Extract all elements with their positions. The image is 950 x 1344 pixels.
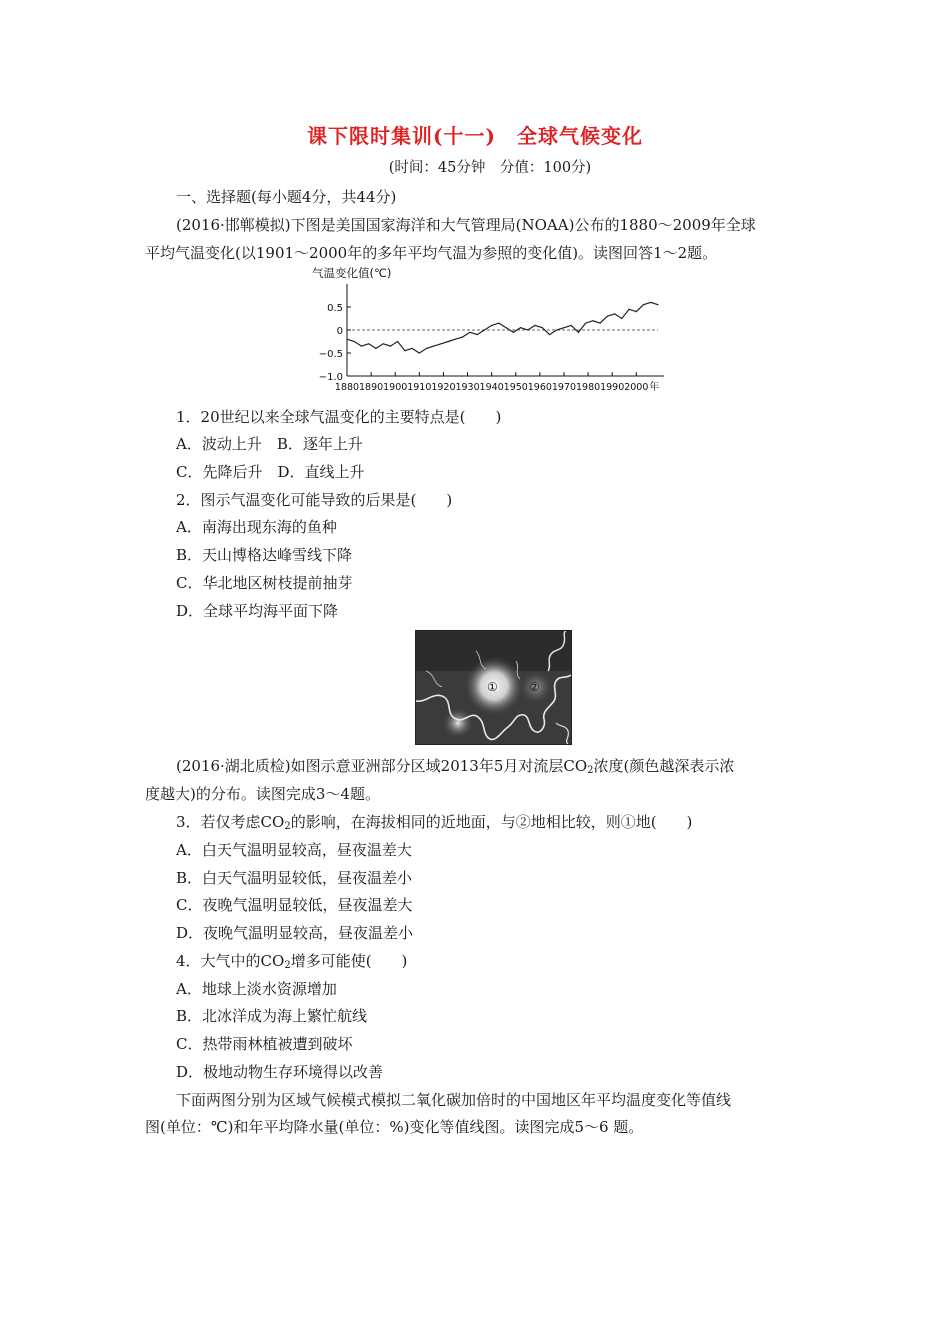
x-tick-label: 1900: [383, 382, 408, 393]
data-point: [477, 334, 478, 335]
data-point: [513, 332, 514, 333]
x-tick-label: 1890: [359, 382, 384, 393]
data-point: [563, 327, 564, 328]
chart-series-line: [347, 302, 658, 353]
page-title: 课下限时集训(十一) 全球气候变化: [307, 124, 643, 148]
q1-stem: 1．20世纪以来全球气温变化的主要特点是( ): [176, 408, 502, 426]
y-tick-label: 0.5: [327, 303, 343, 314]
q2-option-b: B．天山博格达峰雪线下降: [176, 546, 353, 564]
q4-option-d: D．极地动物生存环境得以改善: [176, 1063, 384, 1081]
intro2-line1: (2016·湖北质检)如图示意亚洲部分区域2013年5月对流层$CO_2$浓度(颜色越深表示浓: [176, 757, 735, 776]
x-tick-label: 1950: [503, 382, 528, 393]
x-axis-unit: 年: [649, 382, 660, 393]
data-point: [346, 339, 347, 340]
x-tick-label: 1880: [334, 382, 360, 393]
q3-stem: 3．若仅考虑$CO_2$的影响，在海拔相同的近地面，与②地相比较，则①地( ): [176, 813, 693, 832]
x-tick-label: 1960: [527, 382, 552, 393]
q2-stem: 2．图示气温变化可能导致的后果是( ): [176, 491, 453, 509]
q4-option-c: C．热带雨林植被遭到破坏: [176, 1035, 353, 1053]
data-point: [607, 316, 608, 317]
q3-option-d: D．夜晚气温明显较高，昼夜温差小: [176, 924, 414, 942]
data-point: [534, 325, 535, 326]
intro2-line2: 度越大)的分布。读图完成3～4题。: [145, 785, 380, 803]
y-tick-label: −0.5: [318, 349, 343, 360]
data-point: [469, 332, 470, 333]
intro1-line2: 平均气温变化(以1901～2000年的多年平均气温为参照的变化值)。读图回答1～2题。: [145, 244, 718, 262]
map-label-2: ②: [529, 680, 540, 694]
intro3-line1: 下面两图分别为区域气候模式模拟二氧化碳加倍时的中国地区年平均温度变化等值线: [176, 1091, 732, 1109]
data-point: [375, 348, 376, 349]
data-point: [440, 343, 441, 344]
data-point: [621, 318, 622, 319]
q2-option-d: D．全球平均海平面下降: [176, 602, 339, 620]
x-tick-label: 1930: [455, 382, 480, 393]
data-point: [542, 327, 543, 328]
chart-series-points: [346, 302, 658, 354]
x-tick-label: 1980: [575, 382, 601, 393]
q3-option-c: C．夜晚气温明显较低，昼夜温差大: [176, 896, 413, 914]
x-tick-label: 2000: [624, 382, 649, 393]
y-tick-label: 0: [336, 326, 343, 337]
q4-option-b: B．北冰洋成为海上繁忙航线: [176, 1007, 368, 1025]
data-point: [397, 341, 398, 342]
x-tick-label: 1970: [551, 382, 577, 393]
data-point: [628, 309, 629, 310]
data-point: [411, 348, 412, 349]
intro3-line2: 图(单位：℃)和年平均降水量(单位：%)变化等值线图。读图完成5～6 题。: [145, 1118, 644, 1136]
data-point: [614, 313, 615, 314]
data-point: [368, 343, 369, 344]
data-point: [462, 336, 463, 337]
q4-stem: 4．大气中的$CO_2$增多可能使( ): [176, 952, 408, 971]
data-point: [585, 323, 586, 324]
data-point: [549, 334, 550, 335]
data-point: [484, 329, 485, 330]
intro1-line1: (2016·邯郸模拟)下图是美国国家海洋和大气管理局(NOAA)公布的1880～2009年全球: [176, 216, 756, 234]
data-point: [592, 320, 593, 321]
x-tick-label: 1940: [479, 382, 504, 393]
data-point: [390, 346, 391, 347]
data-point: [527, 329, 528, 330]
data-point: [657, 304, 658, 305]
data-point: [404, 350, 405, 351]
co2-concentration-map: [415, 630, 572, 745]
x-tick-label: 1920: [431, 382, 456, 393]
data-point: [491, 325, 492, 326]
data-point: [426, 348, 427, 349]
q4-option-a: A．地球上淡水资源增加: [176, 980, 337, 998]
x-tick-label: 1990: [600, 382, 625, 393]
data-point: [578, 332, 579, 333]
data-point: [643, 304, 644, 305]
x-tick-label: 1910: [407, 382, 432, 393]
chart-ylabel: 气温变化值(℃): [312, 266, 392, 280]
y-tick-label: −1.0: [318, 372, 343, 383]
data-point: [361, 346, 362, 347]
q3-option-a: A．白天气温明显较高，昼夜温差大: [176, 841, 412, 859]
q3-option-b: B．白天气温明显较低，昼夜温差小: [176, 869, 413, 887]
data-point: [455, 339, 456, 340]
data-point: [354, 341, 355, 342]
data-point: [419, 352, 420, 353]
data-point: [571, 325, 572, 326]
data-point: [600, 323, 601, 324]
data-point: [636, 311, 637, 312]
q2-option-a: A．南海出现东海的鱼种: [176, 518, 337, 536]
data-point: [520, 327, 521, 328]
section-heading: 一、选择题(每小题4分，共44分): [176, 188, 397, 206]
q1-options-ab: A．波动上升 B．逐年上升: [176, 435, 363, 453]
data-point: [448, 341, 449, 342]
page-subtitle: (时间：45分钟 分值：100分): [388, 160, 592, 176]
q1-options-cd: C．先降后升 D．直线上升: [176, 463, 365, 481]
data-point: [650, 302, 651, 303]
map-label-1: ①: [487, 680, 498, 694]
data-point: [498, 323, 499, 324]
data-point: [433, 346, 434, 347]
data-point: [556, 329, 557, 330]
data-point: [506, 327, 507, 328]
q2-option-c: C．华北地区树枝提前抽芽: [176, 574, 353, 592]
data-point: [383, 343, 384, 344]
chart-y-ticks: [319, 303, 351, 383]
map-bright-area: [442, 707, 474, 739]
chart-x-ticks: [335, 372, 659, 393]
temperature-change-chart: [308, 262, 680, 398]
